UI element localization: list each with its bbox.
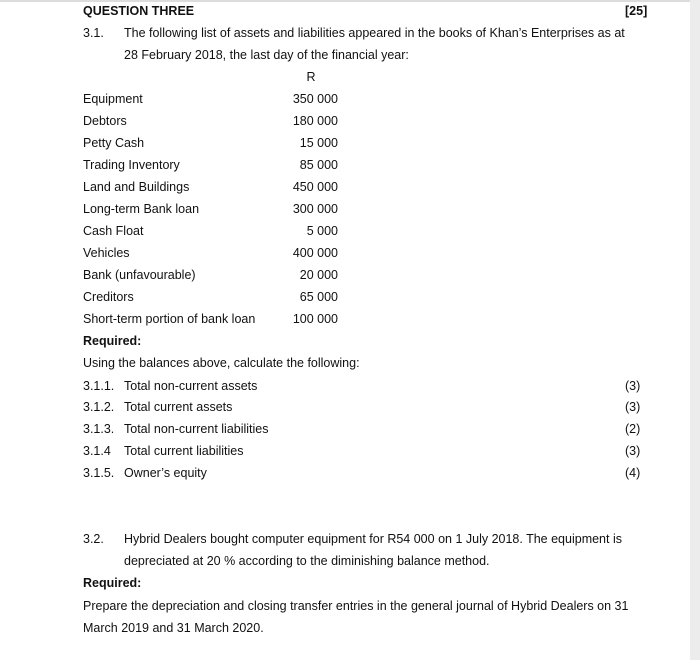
q32-instruction-line2: March 2019 and 31 March 2020. xyxy=(83,621,264,635)
question-marks: [25] xyxy=(625,4,648,18)
q31-number: 3.1. xyxy=(83,26,104,40)
currency-header: R xyxy=(306,70,316,84)
item-amount: 180 000 xyxy=(292,114,338,128)
item-label: Long-term Bank loan xyxy=(83,202,200,216)
item-amount: 350 000 xyxy=(292,92,338,106)
q31-required-label: Required: xyxy=(83,334,142,348)
subquestion-text: Total non-current liabilities xyxy=(124,422,269,436)
subquestion-number: 3.1.5. xyxy=(83,466,115,480)
question-title: QUESTION THREE xyxy=(83,4,195,18)
item-label: Cash Float xyxy=(83,224,144,238)
subquestion-number: 3.1.3. xyxy=(83,422,115,436)
q31-instruction: Using the balances above, calculate the following: xyxy=(83,356,360,370)
top-border xyxy=(0,0,690,2)
item-label: Debtors xyxy=(83,114,127,128)
item-amount: 65 000 xyxy=(299,290,338,304)
item-amount: 15 000 xyxy=(299,136,338,150)
item-label: Trading Inventory xyxy=(83,158,180,172)
item-amount: 100 000 xyxy=(292,312,338,326)
item-amount: 450 000 xyxy=(292,180,338,194)
subquestion-marks: (3) xyxy=(625,400,641,414)
q31-intro-line2: 28 February 2018, the last day of the financial year: xyxy=(124,48,409,62)
item-label: Creditors xyxy=(83,290,134,304)
q32-line1: Hybrid Dealers bought computer equipment for R54 000 on 1 July 2018. The equipment is xyxy=(124,532,622,546)
q32-line2: depreciated at 20 % according to the diminishing balance method. xyxy=(124,554,490,568)
subquestion-marks: (2) xyxy=(625,422,641,436)
q32-number: 3.2. xyxy=(83,532,104,546)
subquestion-text: Owner’s equity xyxy=(124,466,207,480)
item-label: Short-term portion of bank loan xyxy=(83,312,256,326)
subquestion-marks: (3) xyxy=(625,379,641,393)
item-amount: 85 000 xyxy=(299,158,338,172)
item-label: Petty Cash xyxy=(83,136,145,150)
item-amount: 400 000 xyxy=(292,246,338,260)
q32-required-label: Required: xyxy=(83,576,142,590)
q32-instruction-line1: Prepare the depreciation and closing transfer entries in the general journal of Hybrid Dealers on 31 xyxy=(83,599,629,613)
item-amount: 20 000 xyxy=(299,268,338,282)
subquestion-marks: (3) xyxy=(625,444,641,458)
item-label: Land and Buildings xyxy=(83,180,190,194)
subquestion-text: Total current assets xyxy=(124,400,233,414)
q31-intro-line1: The following list of assets and liabilities appeared in the books of Khan’s Enterprises as at xyxy=(124,26,625,40)
subquestion-marks: (4) xyxy=(625,466,641,480)
item-label: Vehicles xyxy=(83,246,130,260)
item-amount: 5 000 xyxy=(306,224,338,238)
item-label: Equipment xyxy=(83,92,143,106)
subquestion-number: 3.1.1. xyxy=(83,379,115,393)
subquestion-text: Total non-current assets xyxy=(124,379,258,393)
item-label: Bank (unfavourable) xyxy=(83,268,196,282)
subquestion-text: Total current liabilities xyxy=(124,444,244,458)
item-amount: 300 000 xyxy=(292,202,338,216)
subquestion-number: 3.1.2. xyxy=(83,400,115,414)
subquestion-number: 3.1.4 xyxy=(83,444,111,458)
